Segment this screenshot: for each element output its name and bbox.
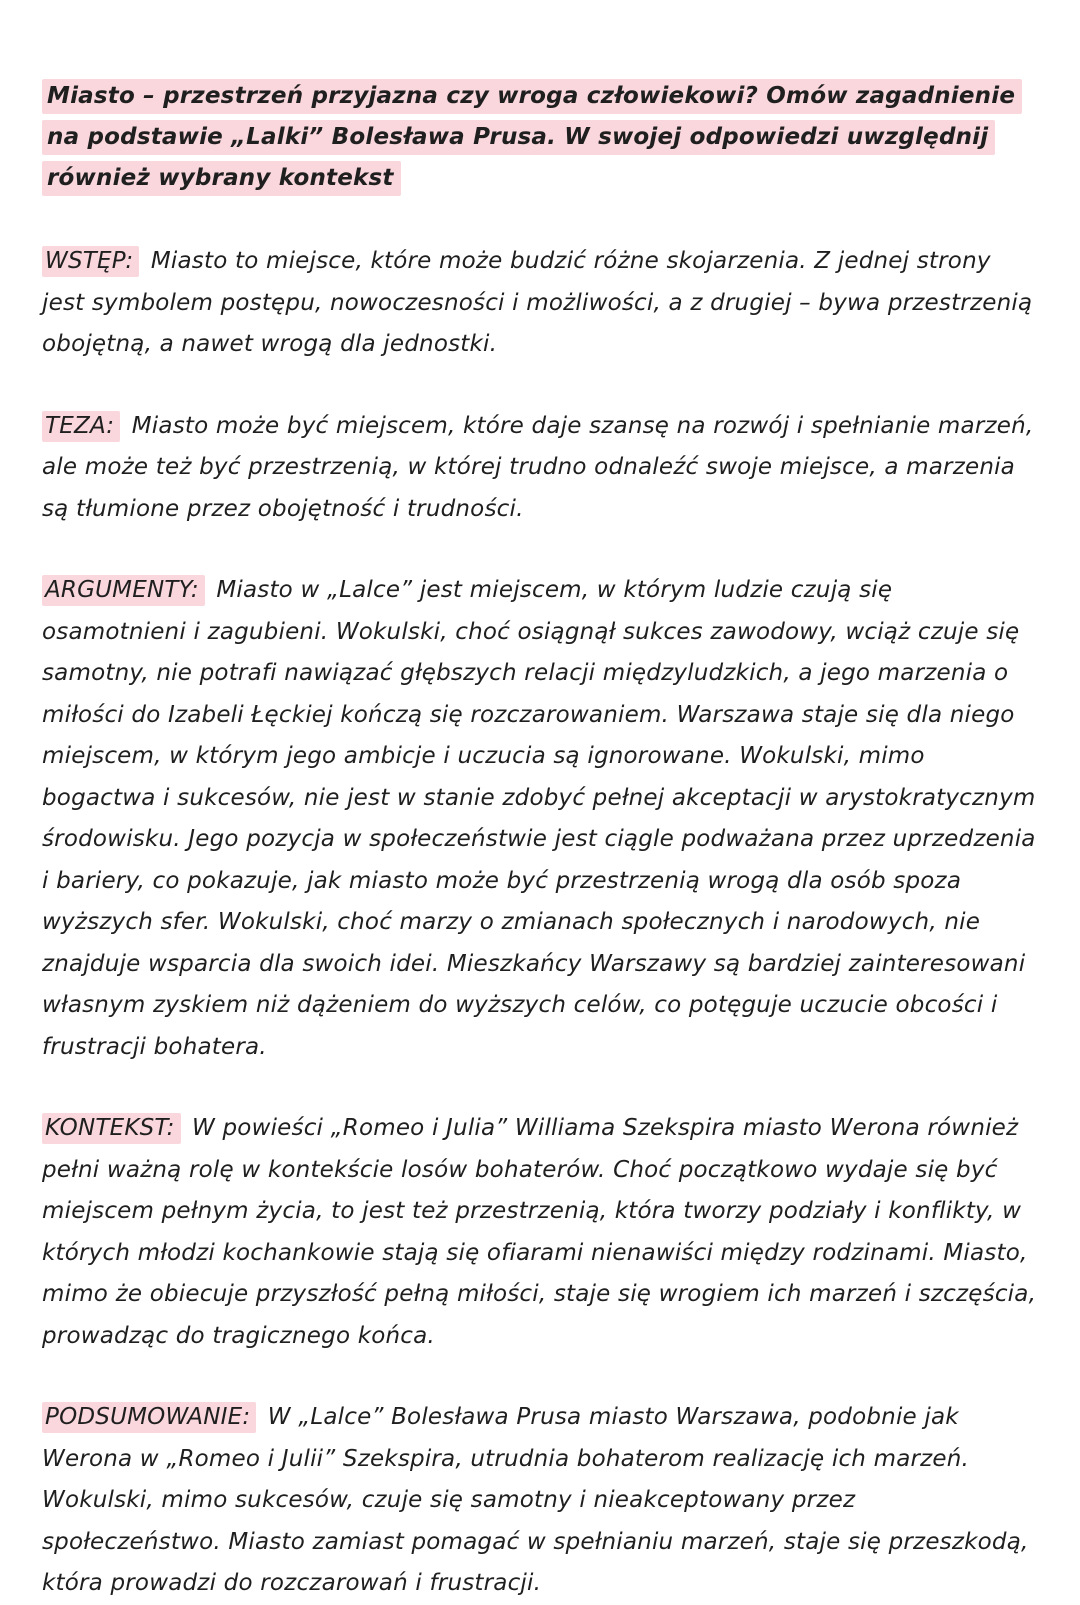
essay-title-text: Miasto – przestrzeń przyjazna czy wroga człowiekowi? Omów zagadnienie na podstawie „Lalki” Bolesława Prusa. W swojej odpowiedzi uwzględnij również wybrany kontekst bbox=[42, 79, 1022, 196]
section-wstep-text: Miasto to miejsce, które może budzić różne skojarzenia. Z jednej strony jest symbolem postępu, nowoczesności i możliwości, a z drugiej – bywa przestrzenią obojętną, a nawet wrogą dla jednostki. bbox=[42, 248, 1033, 357]
section-argumenty bbox=[42, 570, 1038, 1068]
section-teza-text: Miasto może być miejscem, które daje szansę na rozwój i spełnianie marzeń, ale może też być przestrzenią, w której trudno odnaleźć swoje miejsce, a marzenia są tłumione przez obojętność i trudności. bbox=[42, 412, 1034, 522]
section-teza bbox=[42, 406, 1038, 531]
essay-title bbox=[42, 76, 1038, 199]
section-argumenty-text: Miasto w „Lalce” jest miejscem, w którym ludzie czują się osamotnieni i zagubieni. Wokulski, choć osiągnął sukces zawodowy, wciąż czuje się samotny, nie potrafi nawiązać głębszych relacji międzyludzkich, a jego marzenia o miłości do Izabeli Łęckiej kończą się rozczarowaniem. Warszawa staje się dla niego miejscem, w którym jego ambicje i uczucia są ignorowane. Wokulski, mimo bogactwa i sukcesów, nie jest w stanie zdobyć pełnej akceptacji w arystokratycznym środowisku. Jego pozycja w społeczeństwie jest ciągle podważana przez uprzedzenia i bariery, co pokazuje, jak miasto może być przestrzenią wrogą dla osób spoza wyższych sfer. Wokulski, choć marzy o zmianach społecznych i narodowych, nie znajduje wsparcia dla swoich idei. Mieszkańcy Warszawy są bardziej zainteresowani własnym zyskiem niż dążeniem do wyższych celów, co potęguje uczucie obcości i frustracji bohatera. bbox=[42, 577, 1036, 1060]
section-wstep bbox=[42, 241, 1038, 366]
section-argumenty-label: ARGUMENTY: bbox=[42, 575, 205, 606]
section-teza-label: TEZA: bbox=[42, 411, 120, 442]
section-kontekst-text: W powieści „Romeo i Julia” Williama Szekspira miasto Werona również pełni ważną rolę w kontekście losów bohaterów. Choć początkowo wydaje się być miejscem pełnym życia, to jest też przestrzenią, która tworzy podziały i konflikty, w których młodzi kochankowie stają się ofiarami nienawiści między rodzinami. Miasto, mimo że obiecuje przyszłość pełną miłości, staje się wrogiem ich marzeń i szczęścia, prowadząc do tragicznego końca. bbox=[42, 1115, 1037, 1349]
section-kontekst bbox=[42, 1108, 1038, 1357]
section-podsumowanie bbox=[42, 1397, 1038, 1605]
section-podsumowanie-label: PODSUMOWANIE: bbox=[42, 1402, 256, 1433]
section-podsumowanie-text: W „Lalce” Bolesława Prusa miasto Warszawa, podobnie jak Werona w „Romeo i Julii” Szekspira, utrudnia bohaterom realizację ich marzeń. Wokulski, mimo sukcesów, czuje się samotny i nieakceptowany przez społeczeństwo. Miasto zamiast pomagać w spełnianiu marzeń, staje się przeszkodą, która prowadzi do rozczarowań i frustracji. bbox=[42, 1404, 1029, 1596]
section-kontekst-label: KONTEKST: bbox=[42, 1113, 181, 1144]
section-wstep-label: WSTĘP: bbox=[42, 246, 139, 277]
